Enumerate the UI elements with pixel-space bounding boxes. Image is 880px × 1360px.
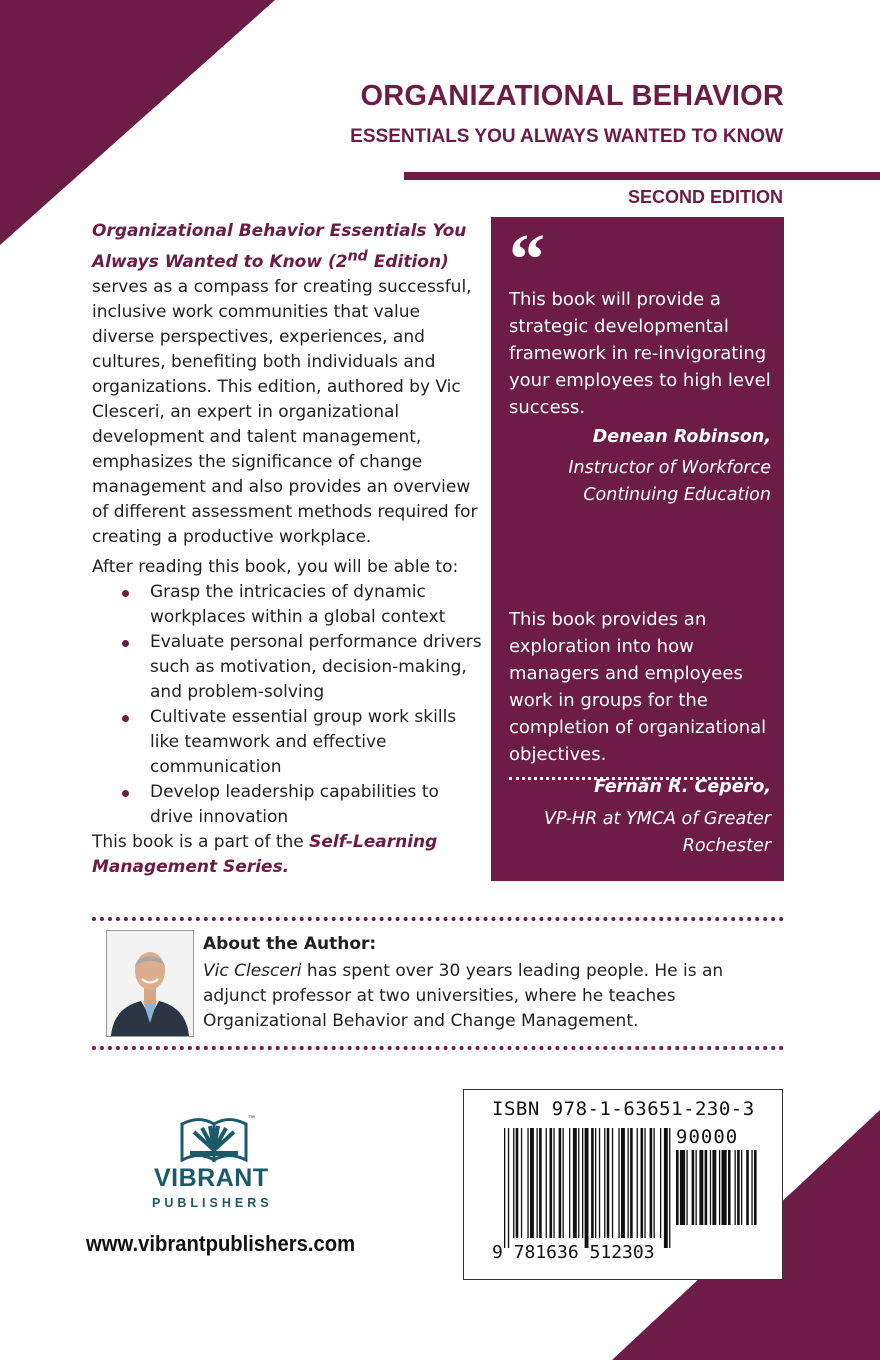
open-quote-icon: “ bbox=[509, 219, 545, 299]
edition-label: SECOND EDITION bbox=[627, 187, 783, 207]
intro-text: serves as a compass for creating successful, inclusive work communities that value diverse perspectives, experiences, and cultures, benefiting both individuals and organizations. This edition, authored by Vic Clesceri, an expert in organizational development and talent management, emphasizes the significance of change management and also provides an overview of different assessment methods required for creating a productive workplace. bbox=[92, 276, 478, 547]
testimonial-text: This book provides an exploration into how managers and employees work in groups for the completion of organizational objectives. bbox=[509, 609, 767, 765]
testimonial-author-title: VP-HR at YMCA of Greater Rochester bbox=[544, 809, 771, 856]
book-title: ORGANIZATIONAL BEHAVIOR bbox=[360, 80, 784, 112]
dotted-divider bbox=[92, 1046, 784, 1050]
about-text: Vic Clesceri has spent over 30 years leading people. He is an adjunct professor at two universities, where he teaches Organizational Behavior and Change Management. bbox=[203, 961, 724, 1031]
barcode-digits: 9 781636 512303 bbox=[492, 1242, 655, 1263]
intro-paragraph bbox=[92, 219, 484, 550]
dotted-divider bbox=[92, 917, 784, 921]
testimonial-author: Denean Robinson, bbox=[592, 427, 771, 447]
description-column bbox=[92, 219, 484, 880]
about-heading: About the Author: bbox=[203, 934, 377, 954]
publisher-name: VIBRANT bbox=[154, 1164, 269, 1192]
top-left-shape bbox=[0, 0, 275, 245]
series-line: This book is a part of the Self-Learning Management Series. bbox=[92, 831, 438, 877]
list-item: Develop leadership capabilities to drive innovation bbox=[150, 780, 484, 830]
book-subtitle: ESSENTIALS YOU ALWAYS WANTED TO KNOW bbox=[350, 126, 783, 147]
isbn-label: ISBN 978-1-63651-230-3 bbox=[492, 1098, 755, 1120]
book-sunburst-logo bbox=[150, 1110, 280, 1170]
trademark-mark: ™ bbox=[248, 1115, 255, 1122]
testimonial-author-title: Instructor of Workforce Continuing Education bbox=[568, 458, 771, 505]
publisher-website: www.vibrantpublishers.com bbox=[86, 1231, 356, 1256]
author-photo bbox=[106, 930, 194, 1037]
testimonial-text: This book will provide a strategic developmental framework in re-invigorating your employees to high level success. bbox=[509, 289, 771, 418]
barcode-addon-digits: 90000 bbox=[676, 1126, 739, 1148]
intro-book-title: Organizational Behavior Essentials You Always Wanted to Know (2nd Edition) bbox=[92, 221, 467, 272]
isbn-barcode bbox=[463, 1089, 783, 1280]
testimonial-panel bbox=[491, 217, 784, 881]
barcode-bars bbox=[504, 1128, 674, 1248]
barcode-addon-bars bbox=[676, 1150, 758, 1235]
list-item: Evaluate personal performance drivers such as motivation, decision-making, and problem-solving bbox=[150, 630, 484, 705]
author-name: Vic Clesceri bbox=[203, 961, 302, 981]
publisher-sub: PUBLISHERS bbox=[152, 1196, 273, 1210]
series-name: Self-Learning Management Series. bbox=[92, 831, 438, 877]
after-reading-text: After reading this book, you will be able to: bbox=[92, 556, 459, 577]
list-item: Cultivate essential group work skills like teamwork and effective communication bbox=[150, 705, 484, 780]
testimonial-author: Fernán R. Cepero, bbox=[594, 777, 771, 797]
header-rule bbox=[404, 172, 880, 180]
list-item: Grasp the intricacies of dynamic workplaces within a global context bbox=[150, 580, 484, 630]
outcome-list bbox=[92, 580, 484, 830]
